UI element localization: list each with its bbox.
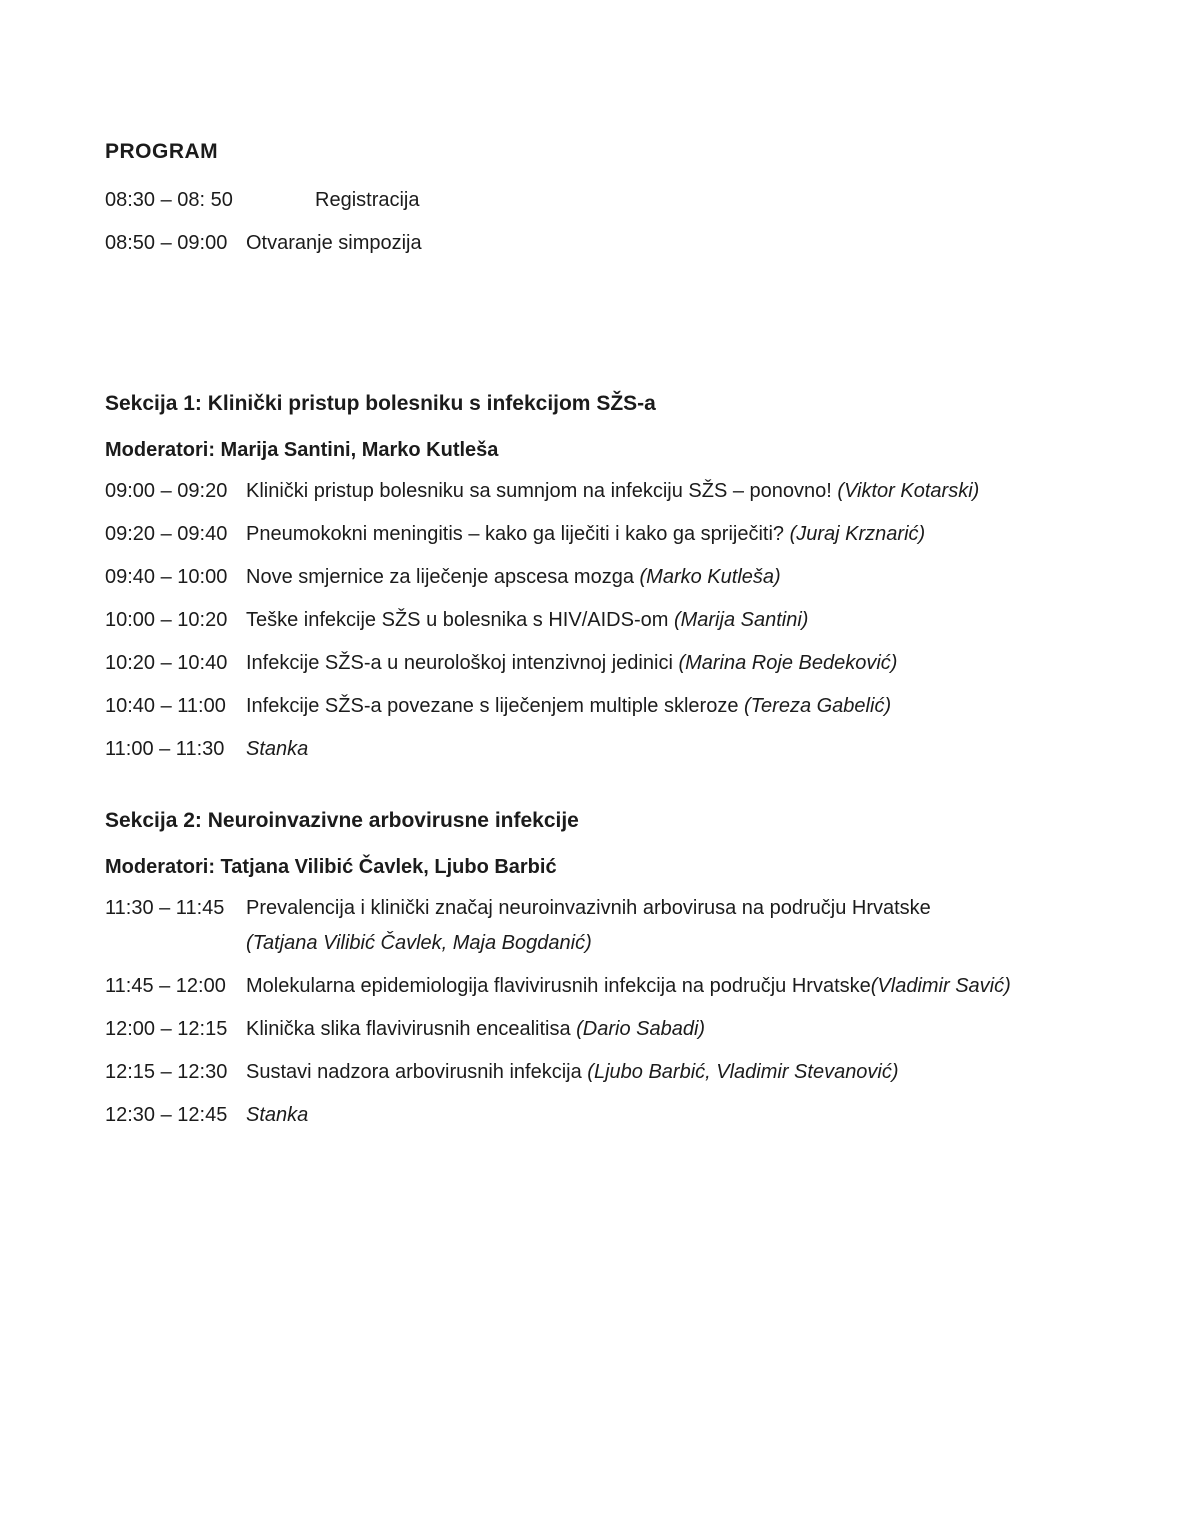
time-range: 12:30 – 12:45: [105, 1104, 228, 1126]
item-description: [246, 646, 1127, 681]
schedule-row: [105, 732, 1127, 767]
speaker-names: (Ljubo Barbić, Vladimir Stevanović): [587, 1061, 899, 1083]
section-moderators: Moderatori: Tatjana Vilibić Čavlek, Ljubo Barbić: [105, 856, 557, 878]
item-title: Otvaranje simpozija: [246, 232, 422, 254]
schedule-row: [105, 1055, 1127, 1090]
time-range: 10:40 – 11:00: [105, 695, 226, 717]
speaker-names: (Marina Roje Bedeković): [678, 652, 898, 674]
item-description: [246, 560, 1127, 595]
program-section: [105, 386, 1127, 767]
speaker-names: (Tatjana Vilibić Čavlek, Maja Bogdanić): [246, 932, 592, 954]
item-description: [246, 517, 1127, 552]
schedule-row: [105, 226, 1127, 261]
item-title: Klinički pristup bolesniku sa sumnjom na infekciju SŽS – ponovno!: [246, 480, 838, 502]
time-range: 12:00 – 12:15: [105, 1018, 228, 1040]
time-range: 08:50 – 09:00: [105, 232, 228, 254]
item-description: [246, 689, 1127, 724]
speaker-names: (Dario Sabadi): [576, 1018, 706, 1040]
section-moderators: Moderatori: Marija Santini, Marko Kutleša: [105, 439, 499, 461]
intro-schedule: [105, 183, 1127, 261]
item-title: Pneumokokni meningitis – kako ga liječiti i kako ga spriječiti?: [246, 523, 790, 545]
item-description: [246, 1055, 1127, 1090]
item-title: Registracija: [315, 189, 420, 211]
item-description: [246, 732, 1127, 767]
speaker-names: (Viktor Kotarski): [837, 480, 980, 502]
schedule-row: [105, 969, 1127, 1004]
sections-container: [105, 386, 1127, 1133]
time-range: 10:00 – 10:20: [105, 609, 228, 631]
item-description: [315, 183, 1127, 218]
schedule-row: [105, 474, 1127, 509]
item-description: [246, 1012, 1127, 1047]
schedule-row: [105, 517, 1127, 552]
time-range: 10:20 – 10:40: [105, 652, 228, 674]
schedule-row: [105, 646, 1127, 681]
item-description: [246, 969, 1127, 1004]
schedule-row: [105, 1012, 1127, 1047]
schedule-row: [105, 689, 1127, 724]
program-section: [105, 803, 1127, 1133]
item-description: [246, 603, 1127, 638]
item-title: Sustavi nadzora arbovirusnih infekcija: [246, 1061, 588, 1083]
schedule-row: [105, 891, 1127, 961]
section-heading: Sekcija 2: Neuroinvazivne arbovirusne infekcije: [105, 809, 579, 832]
item-title: Stanka: [246, 738, 309, 760]
time-range: 09:40 – 10:00: [105, 566, 228, 588]
time-range: 11:30 – 11:45: [105, 897, 225, 919]
schedule-row: [105, 183, 1127, 218]
item-title: Prevalencija i klinički značaj neuroinvazivnih arbovirusa na području Hrvatske: [246, 897, 931, 919]
item-title: Stanka: [246, 1104, 309, 1126]
schedule-row: [105, 560, 1127, 595]
time-range: 08:30 – 08: 50: [105, 189, 233, 211]
item-description: [246, 226, 1127, 261]
time-range: 11:00 – 11:30: [105, 738, 225, 760]
item-title: Klinička slika flavivirusnih encealitisa: [246, 1018, 577, 1040]
schedule-row: [105, 603, 1127, 638]
speaker-names: (Juraj Krznarić): [789, 523, 926, 545]
item-title: Nove smjernice za liječenje apscesa mozga: [246, 566, 640, 588]
speaker-names: (Marija Santini): [673, 609, 809, 631]
item-title: Infekcije SŽS-a u neurološkoj intenzivnoj jedinici: [246, 652, 679, 674]
time-range: 11:45 – 12:00: [105, 975, 226, 997]
speaker-names: (Marko Kutleša): [639, 566, 781, 588]
time-range: 09:00 – 09:20: [105, 480, 228, 502]
item-title: Teške infekcije SŽS u bolesnika s HIV/AIDS-om: [246, 609, 674, 631]
schedule-row: [105, 1098, 1127, 1133]
section-items: [105, 474, 1127, 767]
page-title: PROGRAM: [105, 140, 219, 163]
item-description: [246, 891, 1127, 961]
speaker-names: (Vladimir Savić): [870, 975, 1011, 997]
speaker-names: (Tereza Gabelić): [744, 695, 892, 717]
time-range: 12:15 – 12:30: [105, 1061, 228, 1083]
item-description: [246, 474, 1127, 509]
item-title: Molekularna epidemiologija flavivirusnih infekcija na području Hrvatske: [246, 975, 871, 997]
section-items: [105, 891, 1127, 1133]
section-heading: Sekcija 1: Klinički pristup bolesniku s infekcijom SŽS-a: [105, 392, 656, 415]
item-title: Infekcije SŽS-a povezane s liječenjem multiple skleroze: [246, 695, 744, 717]
item-description: [246, 1098, 1127, 1133]
time-range: 09:20 – 09:40: [105, 523, 228, 545]
